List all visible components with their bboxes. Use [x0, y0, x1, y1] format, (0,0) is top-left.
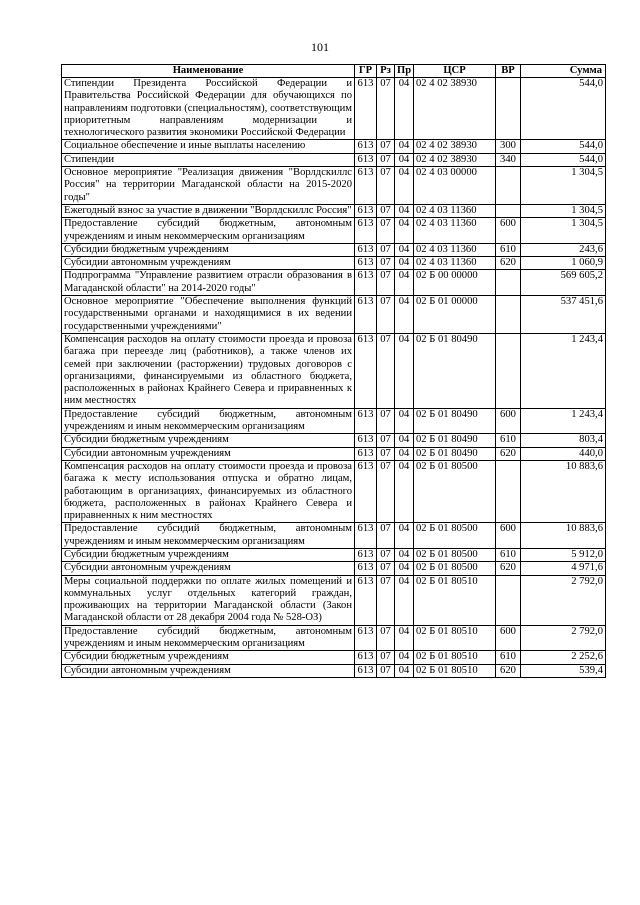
cell-sum: 544,0	[521, 153, 606, 166]
cell-rz: 07	[377, 243, 395, 256]
cell-csr: 02 Б 01 80490	[414, 434, 496, 447]
cell-vr	[496, 270, 521, 296]
cell-vr: 600	[496, 523, 521, 549]
cell-name: Меры социальной поддержки по оплате жилых помещений и коммунальных услуг отдельных категорий граждан, проживающих на территории Магаданской области (Закон Магаданской области от 28 декабря 2004 года № 528-ОЗ)	[62, 575, 355, 625]
cell-rz: 07	[377, 523, 395, 549]
cell-pr: 04	[395, 140, 414, 153]
cell-vr	[496, 167, 521, 205]
table-row	[62, 243, 606, 256]
table-row	[62, 664, 606, 677]
cell-rz: 07	[377, 408, 395, 434]
cell-gr: 613	[355, 562, 377, 575]
cell-name: Социальное обеспечение и иные выплаты населению	[62, 140, 355, 153]
cell-vr	[496, 460, 521, 522]
cell-gr: 613	[355, 270, 377, 296]
cell-csr: 02 Б 01 80490	[414, 408, 496, 434]
header-csr: ЦСР	[414, 65, 496, 78]
cell-pr: 04	[395, 296, 414, 334]
cell-csr: 02 4 03 00000	[414, 167, 496, 205]
cell-vr	[496, 204, 521, 217]
cell-csr: 02 4 03 11360	[414, 243, 496, 256]
cell-rz: 07	[377, 270, 395, 296]
cell-sum: 10 883,6	[521, 460, 606, 522]
cell-gr: 613	[355, 243, 377, 256]
cell-vr: 620	[496, 257, 521, 270]
cell-gr: 613	[355, 153, 377, 166]
cell-sum: 539,4	[521, 664, 606, 677]
cell-sum: 1 243,4	[521, 408, 606, 434]
cell-vr: 340	[496, 153, 521, 166]
cell-vr: 610	[496, 243, 521, 256]
table-row	[62, 434, 606, 447]
page-number: 101	[311, 40, 329, 54]
cell-vr	[496, 78, 521, 140]
cell-csr: 02 Б 01 80510	[414, 575, 496, 625]
cell-pr: 04	[395, 664, 414, 677]
cell-pr: 04	[395, 204, 414, 217]
table-row	[62, 218, 606, 244]
cell-name: Компенсация расходов на оплату стоимости проезда и провоза багажа при переезде лиц (работников), а также членов их семей при заключении (расторжении) трудовых договоров с организациями, финансируемыми из областного бюджета, расположенных в районах Крайнего Севера и приравненных к ним местностях	[62, 333, 355, 408]
cell-name: Основное мероприятие "Реализация движения "Ворлдскиллс Россия" на территории Магаданской области на 2015-2020 годы"	[62, 167, 355, 205]
cell-rz: 07	[377, 204, 395, 217]
cell-name: Основное мероприятие "Обеспечение выполнения функций государственными органами и находящимися в их ведении государственными учреждениями"	[62, 296, 355, 334]
cell-rz: 07	[377, 625, 395, 651]
cell-rz: 07	[377, 296, 395, 334]
table-row	[62, 625, 606, 651]
table-row	[62, 257, 606, 270]
cell-rz: 07	[377, 562, 395, 575]
cell-vr: 610	[496, 651, 521, 664]
cell-rz: 07	[377, 460, 395, 522]
cell-rz: 07	[377, 140, 395, 153]
table-row	[62, 78, 606, 140]
cell-sum: 10 883,6	[521, 523, 606, 549]
cell-rz: 07	[377, 333, 395, 408]
cell-name: Предоставление субсидий бюджетным, автономным учреждениям и иным некоммерческим организациям	[62, 408, 355, 434]
cell-rz: 07	[377, 153, 395, 166]
cell-name: Подпрограмма "Управление развитием отрасли образования в Магаданской области" на 2014-2020 годы"	[62, 270, 355, 296]
cell-csr: 02 4 02 38930	[414, 140, 496, 153]
cell-csr: 02 Б 01 80510	[414, 625, 496, 651]
cell-sum: 569 605,2	[521, 270, 606, 296]
cell-sum: 243,6	[521, 243, 606, 256]
cell-pr: 04	[395, 167, 414, 205]
cell-pr: 04	[395, 575, 414, 625]
cell-gr: 613	[355, 523, 377, 549]
cell-pr: 04	[395, 434, 414, 447]
cell-sum: 5 912,0	[521, 548, 606, 561]
cell-vr: 620	[496, 664, 521, 677]
cell-gr: 613	[355, 333, 377, 408]
cell-sum: 2 792,0	[521, 575, 606, 625]
cell-vr: 610	[496, 434, 521, 447]
cell-name: Ежегодный взнос за участие в движении "Ворлдскиллс Россия"	[62, 204, 355, 217]
header-sum: Сумма	[521, 65, 606, 78]
cell-gr: 613	[355, 460, 377, 522]
cell-csr: 02 4 03 11360	[414, 257, 496, 270]
table-row	[62, 575, 606, 625]
cell-csr: 02 Б 01 80500	[414, 460, 496, 522]
cell-csr: 02 Б 01 80500	[414, 548, 496, 561]
table-row	[62, 333, 606, 408]
cell-rz: 07	[377, 434, 395, 447]
cell-pr: 04	[395, 78, 414, 140]
cell-csr: 02 Б 01 80510	[414, 651, 496, 664]
header-gr: ГР	[355, 65, 377, 78]
cell-name: Предоставление субсидий бюджетным, автономным учреждениям и иным некоммерческим организациям	[62, 218, 355, 244]
cell-rz: 07	[377, 651, 395, 664]
cell-gr: 613	[355, 447, 377, 460]
table-row	[62, 548, 606, 561]
table-body	[62, 78, 606, 678]
table-row	[62, 651, 606, 664]
cell-pr: 04	[395, 153, 414, 166]
cell-pr: 04	[395, 562, 414, 575]
cell-pr: 04	[395, 270, 414, 296]
cell-sum: 537 451,6	[521, 296, 606, 334]
cell-pr: 04	[395, 548, 414, 561]
cell-name: Компенсация расходов на оплату стоимости проезда и провоза багажа к месту использования отпуска и обратно лицам, работающим в организациях, финансируемых из областного бюджета, расположенных в районах Крайнего Севера и приравненных к ним местностях	[62, 460, 355, 522]
cell-name: Субсидии бюджетным учреждениям	[62, 548, 355, 561]
cell-rz: 07	[377, 218, 395, 244]
cell-csr: 02 Б 01 80500	[414, 562, 496, 575]
cell-pr: 04	[395, 408, 414, 434]
cell-csr: 02 Б 01 80500	[414, 523, 496, 549]
cell-vr: 620	[496, 447, 521, 460]
cell-rz: 07	[377, 78, 395, 140]
cell-csr: 02 4 03 11360	[414, 204, 496, 217]
cell-gr: 613	[355, 140, 377, 153]
cell-rz: 07	[377, 664, 395, 677]
cell-sum: 1 304,5	[521, 218, 606, 244]
cell-name: Субсидии автономным учреждениям	[62, 562, 355, 575]
cell-name: Стипендии Президента Российской Федерации и Правительства Российской Федерации для обучающихся по направлениям подготовки (специальностям), соответствующим приоритетным направлениям модернизации и технологического развития экономики Российской Федерации	[62, 78, 355, 140]
cell-vr: 600	[496, 408, 521, 434]
table-row	[62, 204, 606, 217]
cell-name: Субсидии автономным учреждениям	[62, 664, 355, 677]
cell-name: Предоставление субсидий бюджетным, автономным учреждениям и иным некоммерческим организациям	[62, 625, 355, 651]
cell-pr: 04	[395, 218, 414, 244]
header-vr: ВР	[496, 65, 521, 78]
cell-csr: 02 4 03 11360	[414, 218, 496, 244]
table-row	[62, 523, 606, 549]
cell-gr: 613	[355, 664, 377, 677]
cell-csr: 02 Б 01 80510	[414, 664, 496, 677]
cell-sum: 803,4	[521, 434, 606, 447]
cell-rz: 07	[377, 575, 395, 625]
table-row	[62, 296, 606, 334]
cell-csr: 02 4 02 38930	[414, 78, 496, 140]
cell-sum: 2 792,0	[521, 625, 606, 651]
cell-pr: 04	[395, 447, 414, 460]
cell-name: Субсидии бюджетным учреждениям	[62, 434, 355, 447]
cell-pr: 04	[395, 625, 414, 651]
cell-csr: 02 Б 01 00000	[414, 296, 496, 334]
cell-gr: 613	[355, 78, 377, 140]
cell-gr: 613	[355, 548, 377, 561]
cell-gr: 613	[355, 575, 377, 625]
cell-rz: 07	[377, 167, 395, 205]
cell-rz: 07	[377, 548, 395, 561]
cell-gr: 613	[355, 408, 377, 434]
cell-name: Стипендии	[62, 153, 355, 166]
cell-rz: 07	[377, 257, 395, 270]
table-row	[62, 408, 606, 434]
table-row	[62, 153, 606, 166]
cell-gr: 613	[355, 434, 377, 447]
cell-vr: 600	[496, 625, 521, 651]
header-rz: Рз	[377, 65, 395, 78]
cell-csr: 02 Б 01 80490	[414, 447, 496, 460]
cell-sum: 2 252,6	[521, 651, 606, 664]
header-pr: Пр	[395, 65, 414, 78]
cell-vr: 610	[496, 548, 521, 561]
cell-sum: 4 971,6	[521, 562, 606, 575]
table-row	[62, 447, 606, 460]
cell-gr: 613	[355, 218, 377, 244]
cell-sum: 544,0	[521, 78, 606, 140]
cell-sum: 544,0	[521, 140, 606, 153]
cell-pr: 04	[395, 333, 414, 408]
cell-gr: 613	[355, 204, 377, 217]
cell-gr: 613	[355, 296, 377, 334]
header-name: Наименование	[62, 65, 355, 78]
cell-pr: 04	[395, 651, 414, 664]
table-header-row	[62, 65, 606, 78]
cell-pr: 04	[395, 460, 414, 522]
table-row	[62, 460, 606, 522]
cell-name: Субсидии бюджетным учреждениям	[62, 243, 355, 256]
cell-name: Субсидии автономным учреждениям	[62, 447, 355, 460]
table-row	[62, 167, 606, 205]
cell-name: Субсидии автономным учреждениям	[62, 257, 355, 270]
table-row	[62, 140, 606, 153]
cell-pr: 04	[395, 523, 414, 549]
cell-vr	[496, 333, 521, 408]
cell-name: Субсидии бюджетным учреждениям	[62, 651, 355, 664]
cell-sum: 1 304,5	[521, 204, 606, 217]
cell-vr: 600	[496, 218, 521, 244]
cell-sum: 1 304,5	[521, 167, 606, 205]
cell-gr: 613	[355, 625, 377, 651]
table-row	[62, 562, 606, 575]
cell-gr: 613	[355, 257, 377, 270]
cell-pr: 04	[395, 243, 414, 256]
cell-csr: 02 Б 01 80490	[414, 333, 496, 408]
cell-pr: 04	[395, 257, 414, 270]
table-row	[62, 270, 606, 296]
cell-gr: 613	[355, 651, 377, 664]
cell-vr: 300	[496, 140, 521, 153]
cell-name: Предоставление субсидий бюджетным, автономным учреждениям и иным некоммерческим организациям	[62, 523, 355, 549]
cell-rz: 07	[377, 447, 395, 460]
cell-sum: 1 060,9	[521, 257, 606, 270]
cell-gr: 613	[355, 167, 377, 205]
cell-sum: 440,0	[521, 447, 606, 460]
cell-vr: 620	[496, 562, 521, 575]
cell-csr: 02 Б 00 00000	[414, 270, 496, 296]
cell-csr: 02 4 02 38930	[414, 153, 496, 166]
cell-vr	[496, 575, 521, 625]
cell-vr	[496, 296, 521, 334]
cell-sum: 1 243,4	[521, 333, 606, 408]
budget-table	[61, 64, 606, 678]
